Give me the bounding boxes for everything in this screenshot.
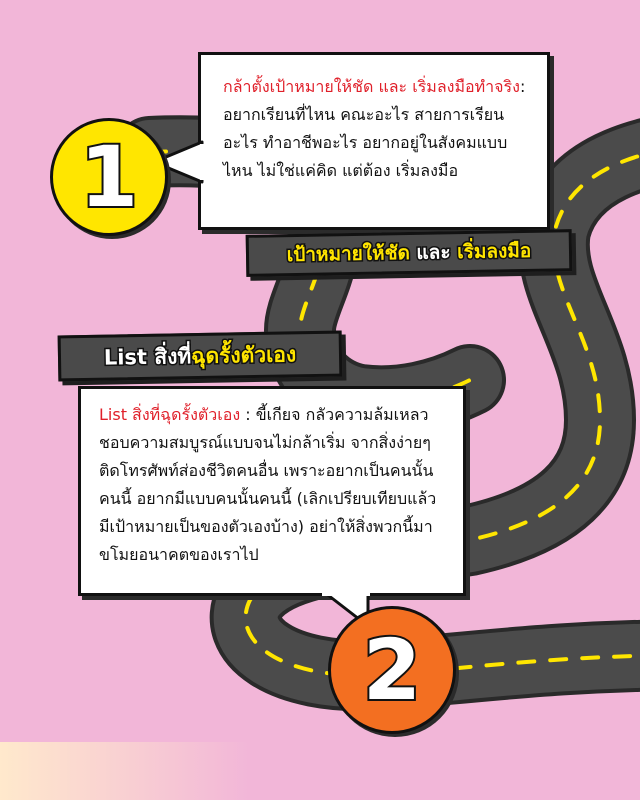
- step1-number: 1: [79, 128, 139, 226]
- step2-circle: [328, 606, 456, 734]
- step1-tag-part3: เริ่มลงมือ: [456, 239, 532, 264]
- step1-speech-bubble: [198, 52, 550, 230]
- bottom-left-glow: [0, 742, 250, 800]
- step2-number: 2: [362, 621, 422, 719]
- step2-tag-part1: List สิ่งที่: [103, 343, 192, 370]
- step2-speech-bubble: [78, 386, 466, 596]
- step1-bubble-highlight: กล้าตั้งเป้าหมายให้ชัด และ เริ่มลงมือทำจริง: [223, 77, 520, 96]
- step2-list-tag: [58, 331, 343, 382]
- step2-bubble-highlight: List สิ่งที่ฉุดรั้งตัวเอง: [99, 405, 241, 424]
- step2-bubble-body: : ขี้เกียจ กลัวความล้มเหลว ชอบความสมบูรณ์แบบจนไม่กล้าเริ่ม จากสิ่งง่ายๆ ติดโทรศัพท์ส่องชีวิตคนอื่น เพราะอยากเป็นคนนั้นคนนี้ อยากมีแบบคนนั้นคนนี้ (เลิกเปรียบเทียบแล้ว มีเป้าหมายเป็นของตัวเองบ้าง) อย่าให้สิ่งพวกนี้มาขโมยอนาคตของเราไป: [99, 405, 437, 564]
- step1-circle: [50, 118, 168, 236]
- step2-tag-part2: ฉุดรั้งตัวเอง: [190, 341, 297, 368]
- step1-goal-tag: [246, 229, 573, 277]
- step2-bubble-text: [99, 401, 451, 569]
- step1-tag-part2: และ: [409, 241, 458, 264]
- step1-bubble-body: : อยากเรียนที่ไหน คณะอะไร สายการเรียนอะไร ทำอาชีพอะไร อยากอยู่ในสังคมแบบไหน ไม่ใช่แค่คิด แต่ต้อง เริ่มลงมือ: [223, 77, 526, 180]
- step1-bubble-text: [223, 73, 533, 185]
- step1-tag-part1: เป้าหมายให้ชัด: [286, 241, 411, 267]
